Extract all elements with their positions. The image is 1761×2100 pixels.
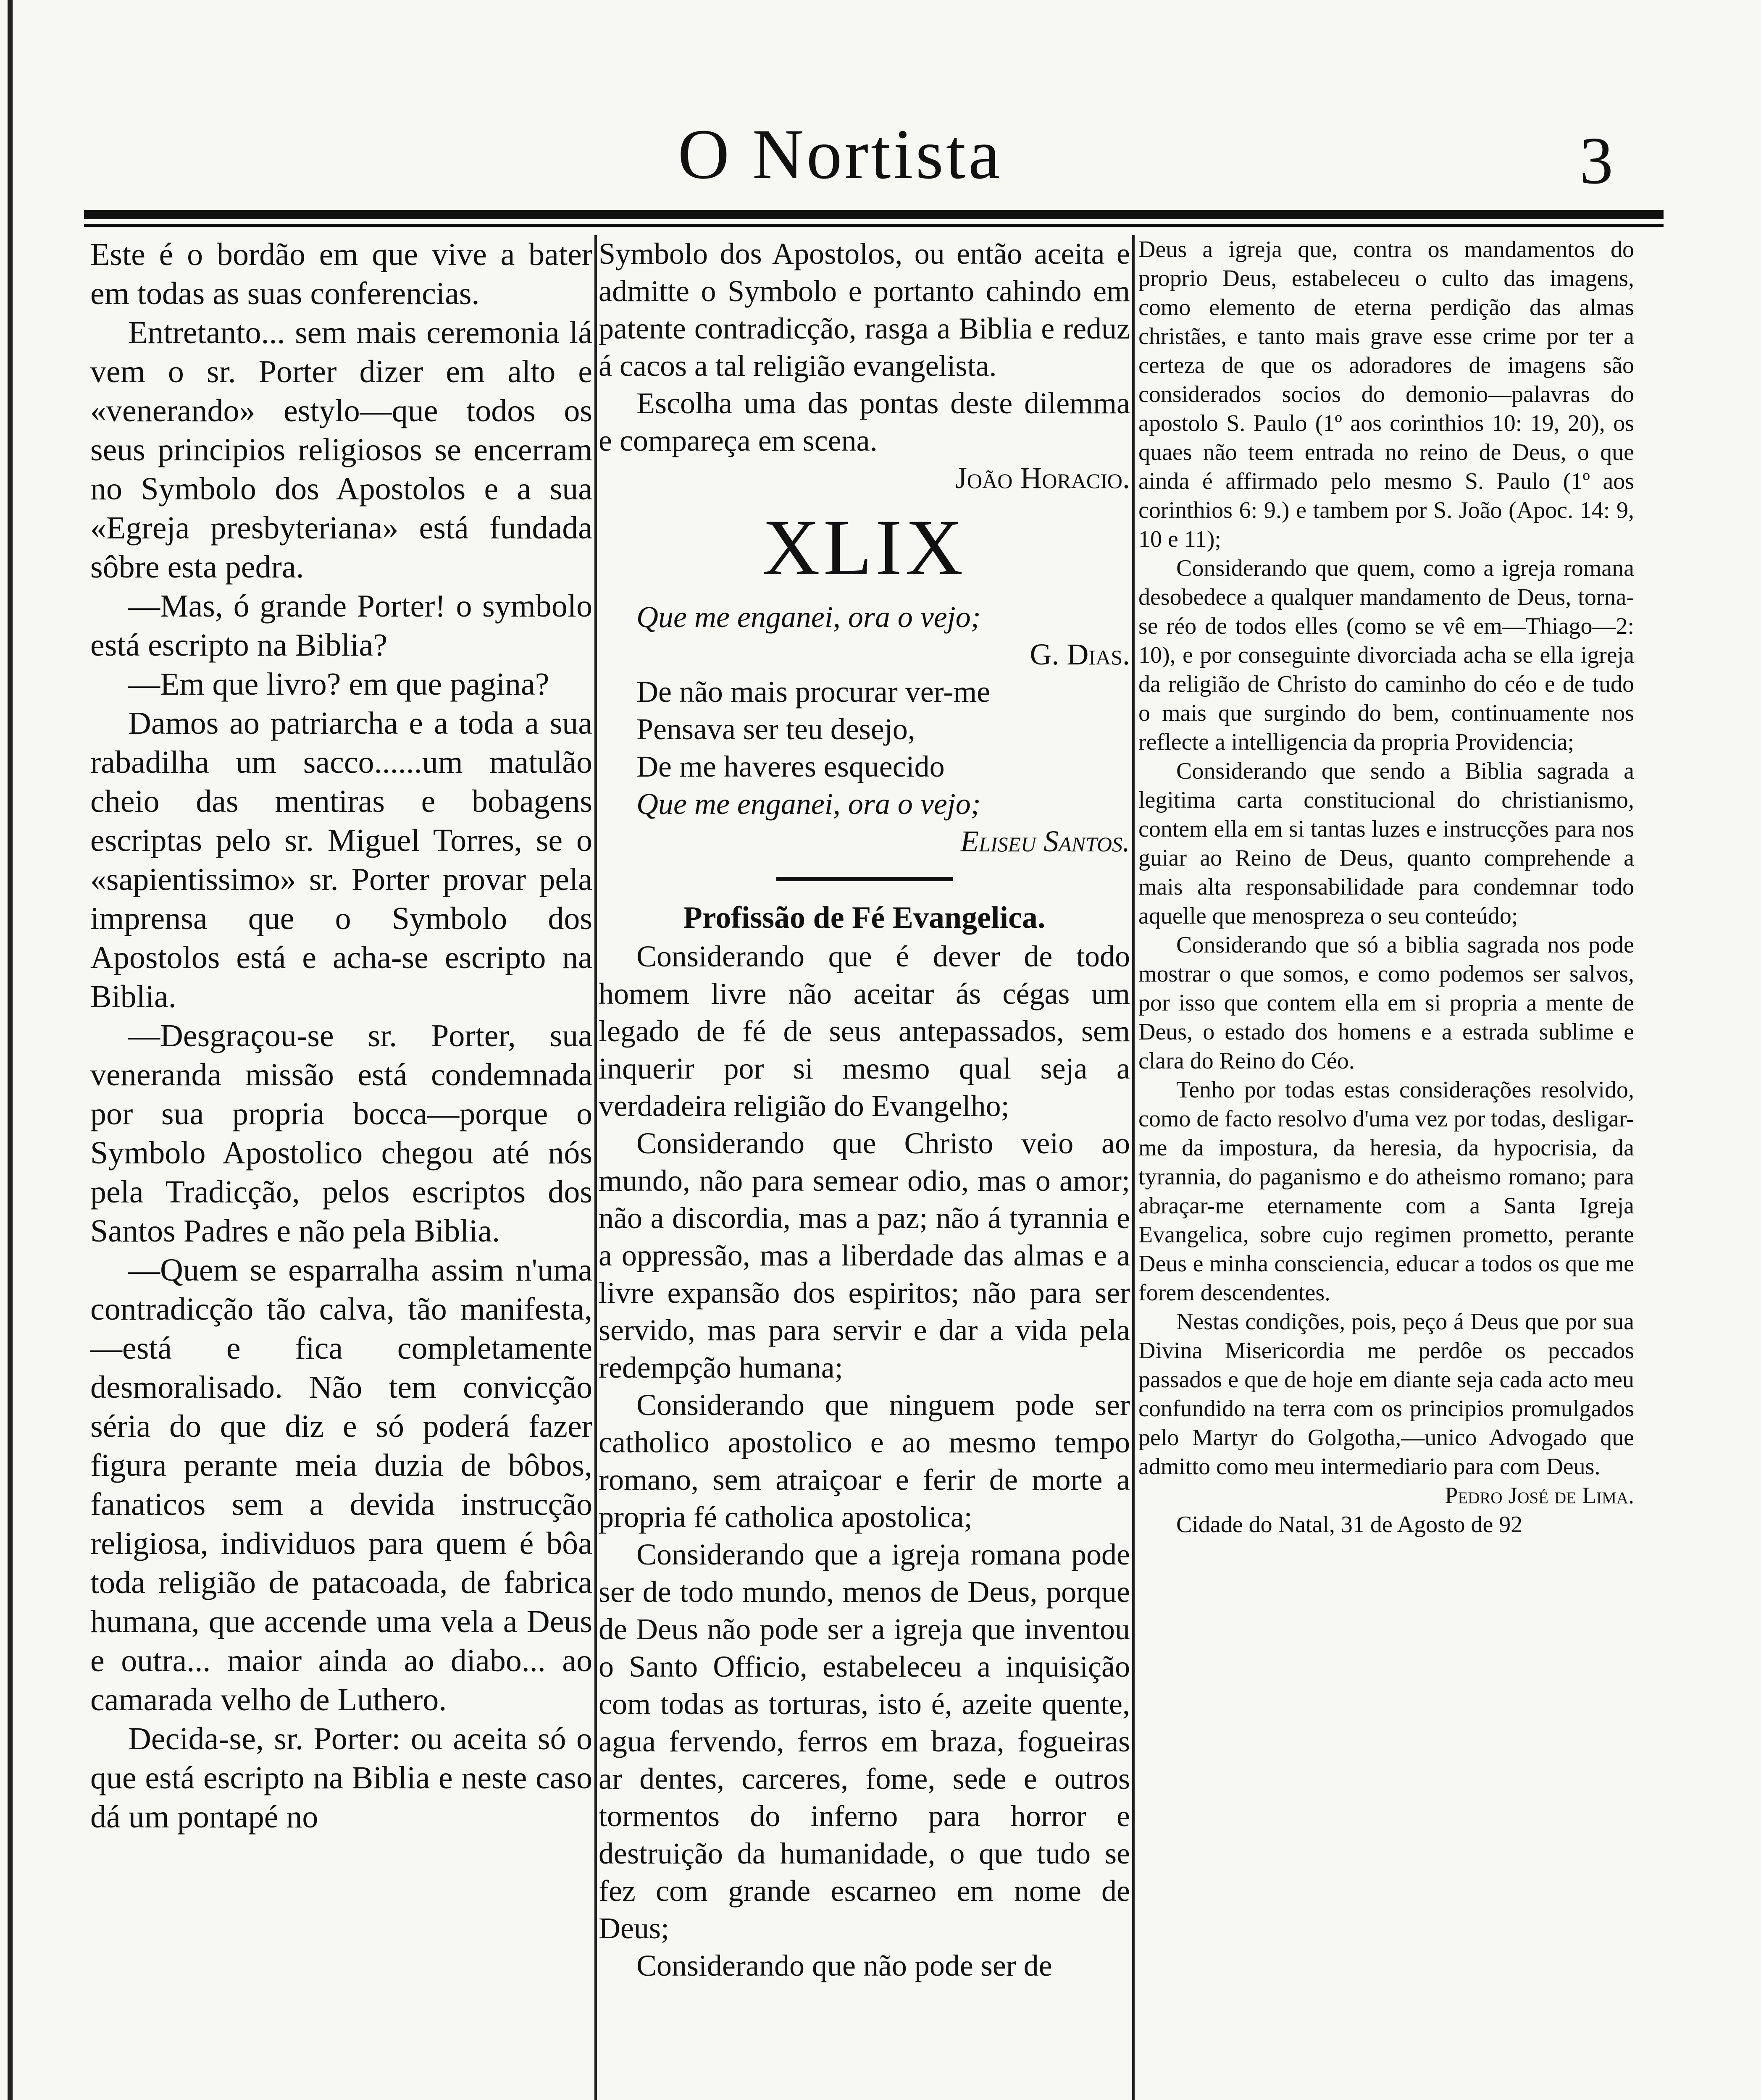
dateline: Cidade do Natal, 31 de Agosto de 92 [1176, 1512, 1523, 1538]
verse-line: De não mais procurar ver-me [636, 675, 991, 709]
binding-edge [8, 0, 13, 2100]
column-3 [1138, 235, 1634, 1539]
paragraph: Escolha uma das pontas deste dilemma e compareça em scena. [599, 386, 1130, 457]
masthead-title: O Nortista [678, 115, 1003, 194]
paragraph: Decida-se, sr. Porter: ou aceita só o que está escripto na Biblia e neste caso dá um pontapé no [90, 1721, 592, 1835]
paragraph: Considerando que é dever de todo homem livre não aceitar ás cégas um legado de fé de seus antepassados, sem inquerir por si mesmo qual seja a verdadeira religião do Evangelho; [599, 940, 1130, 1123]
section-title: Profissão de Fé Evangelica. [683, 900, 1046, 935]
paragraph: Considerando que quem, como a igreja romana desobedece a qualquer mandamento de Deus, torna-se réo de todos elles (como se vê em—Thiago—2: 10), e por conseguinte divorciada acha se ella igreja da religião de Christo do caminho do céo e de tudo o mais que surgindo do bem, continuamente nos reflecte a intelligencia da propria Providencia; [1138, 555, 1634, 755]
paragraph: —Desgraçou-se sr. Porter, sua veneranda missão está condemnada por sua propria bocca—porque o Symbolo Apostolico chegou até nós pela Tradicção, pelos escriptos dos Santos Padres e não pela Biblia. [90, 1018, 592, 1249]
paragraph: Considerando que só a biblia sagrada nos pode mostrar o que somos, e como podemos ser salvos, por isso que contem ella em si propria a mente de Deus, o estado dos homens e a estrada sublime e clara do Reino do Céo. [1138, 932, 1634, 1074]
verse-line: Que me enganei, ora o vejo; [636, 787, 981, 821]
column-divider [1132, 235, 1135, 2100]
paragraph: Deus a igreja que, contra os mandamentos do proprio Deus, estabeleceu o culto das imagens, como elemento de eterna perdição das almas christães, e tanto mais grave esse crime por ter a certeza de que os adoradores de imagens são considerados socios do demonio—palavras do apostolo S. Paulo (1º aos corinthios 10: 19, 20), os quaes não teem entrada no reino de Deus, o que ainda é affirmado pelo mesmo S. Paulo (1º aos corinthios 6: 9.) e tambem por S. João (Apoc. 14: 9, 10 e 11); [1138, 236, 1634, 552]
paragraph: Symbolo dos Apostolos, ou então aceita e admitte o Symbolo e portanto cahindo em patente contradicção, rasga a Biblia e reduz á cacos a tal religião evangelista. [599, 237, 1130, 383]
column-divider [594, 235, 597, 2100]
paragraph: Considerando que sendo a Biblia sagrada a legitima carta constitucional do christianismo, contem ella em si tantas luzes e instrucções para nos guiar ao Reino de Deus, quanto comprehende a mais alta responsabilidade para condemnar todo aquelle que menospreza o seu conteúdo; [1138, 758, 1634, 929]
paragraph: —Quem se esparralha assim n'uma contradicção tão calva, tão manifesta,—está e fica completamente desmoralisado. Não tem convicção séria do que diz e só poderá fazer figura perante meia duzia de bôbos, fanaticos sem a devida instrucção religiosa, individuos para quem é bôa toda religião de patacoada, de fabrica humana, que accende uma vela a Deus e outra... maior ainda ao diabo... ao camarada velho de Luthero. [90, 1252, 592, 1717]
paragraph: Damos ao patriarcha e a toda a sua rabadilha um sacco......um matulão cheio das mentiras e bobagens escriptas pelo sr. Miguel Torres, se o «sapientissimo» sr. Porter provar pela imprensa que o Symbolo dos Apostolos está e acha-se escripto na Biblia. [90, 706, 592, 1014]
paragraph: Considerando que a igreja romana pode ser de todo mundo, menos de Deus, porque de Deus não pode ser a igreja que inventou o Santo Officio, estabeleceu a inquisição com todas as torturas, isto é, azeite quente, agua fervendo, ferros em braza, fogueiras ar dentes, carceres, fome, sede e outros tormentos do inferno para horror e destruição da humanidade, o que tudo se fez com grande escarneo em nome de Deus; [599, 1538, 1130, 1945]
paragraph: Considerando que não pode ser de [636, 1949, 1052, 1982]
poem-number: XLIX [762, 504, 967, 592]
verse-line: Pensava ser teu desejo, [636, 712, 915, 746]
epigraph: Que me enganei, ora o vejo; [636, 600, 981, 634]
paragraph: Considerando que ninguem pode ser catholico apostolico e ao mesmo tempo romano, sem atraiçoar e ferir de morte a propria fé catholica apostolica; [599, 1388, 1130, 1534]
column-1 [90, 235, 592, 1837]
paragraph: —Mas, ó grande Porter! o symbolo está escripto na Biblia? [90, 588, 592, 663]
header-rule [84, 210, 1664, 219]
epigraph-author: G. Dias. [1030, 638, 1130, 671]
header-rule-thin [84, 224, 1664, 227]
paragraph: —Em que livro? em que pagina? [128, 667, 549, 702]
paragraph: Tenho por todas estas considerações resolvido, como de facto resolvo d'uma vez por todas, desligar-me da impostura, da heresia, da hypocrisia, da tyrannia, do paganismo e do atheismo romano; para abraçar-me eternamente com a Santa Igreja Evangelica, sobre cujo regimen prometto, perante Deus e minha consciencia, educar a todos os que me forem descendentes. [1138, 1077, 1634, 1306]
paragraph: Nestas condições, pois, peço á Deus que por sua Divina Misericordia me perdôe os peccados passados e que de hoje em diante seja cada acto meu confundido na terra com os principios promulgados pelo Martyr do Golgotha,—unico Advogado que admitto como meu intermediario para com Deus. [1138, 1309, 1634, 1480]
column-2 [599, 235, 1130, 1984]
paragraph: Este é o bordão em que vive a bater em todas as suas conferencias. [90, 237, 592, 311]
section-divider [776, 877, 953, 881]
poet-signature: Eliseu Santos. [960, 824, 1130, 858]
verse-line: De me haveres esquecido [636, 750, 945, 783]
paragraph: Considerando que Christo veio ao mundo, não para semear odio, mas o amor; não a discordia, mas a paz; não á tyrannia e a oppressão, mas a liberdade das almas e a livre expansão dos espiritos; não para ser servido, mas para servir e dar a vida pela redempção humana; [599, 1126, 1130, 1384]
author-signature: Pedro José de Lima. [1445, 1483, 1634, 1509]
page-number: 3 [1580, 123, 1613, 198]
paragraph: Entretanto... sem mais ceremonia lá vem o sr. Porter dizer em alto e «venerando» estylo—que todos os seus principios religiosos se encerram no Symbolo dos Apostolos e a sua «Egreja presbyteriana» está fundada sôbre esta pedra. [90, 315, 592, 585]
author-signature: João Horacio. [955, 461, 1130, 495]
